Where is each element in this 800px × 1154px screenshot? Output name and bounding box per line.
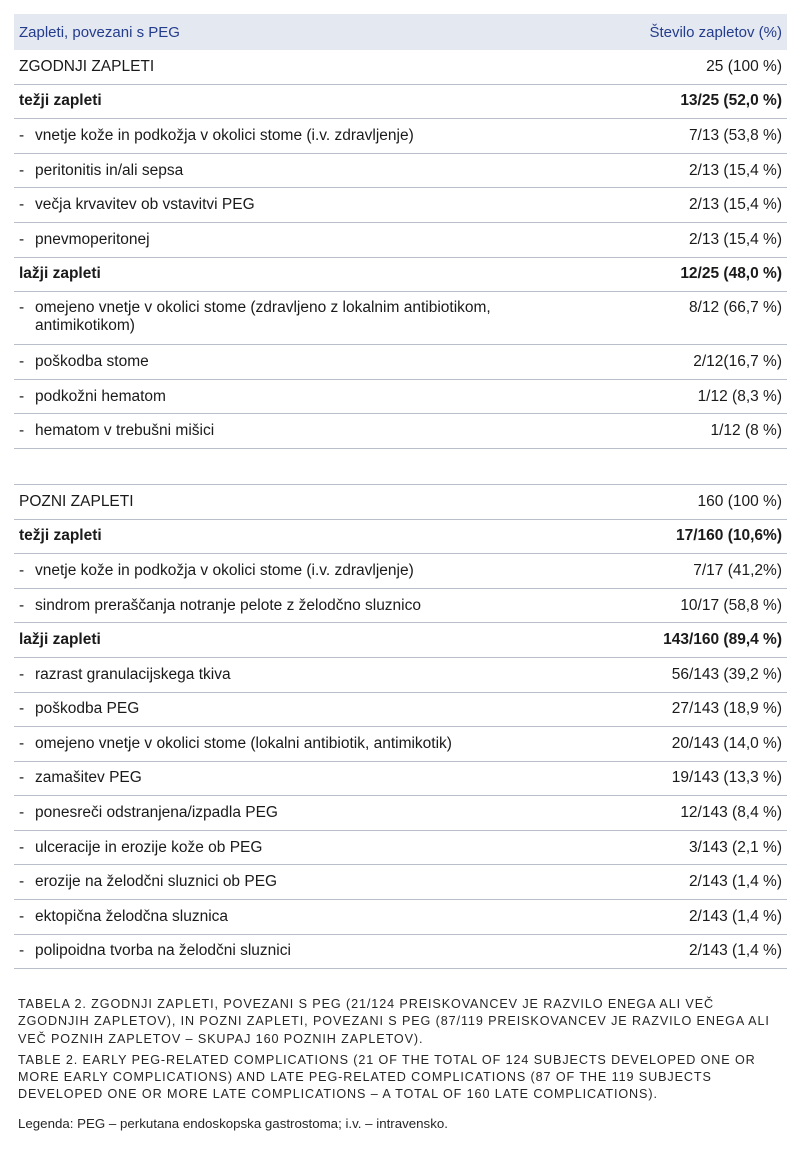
table-row: - omejeno vnetje v okolici stome (zdravljeno z lokalnim antibiotikom, antimikotikom) 8/12 (66,7 %) — [14, 292, 787, 345]
item-label: ektopična želodčna sluznica — [35, 907, 229, 925]
table-row: - ektopična želodčna sluznica 2/143 (1,4 %) — [14, 900, 787, 935]
item-label: hematom v trebušni mišici — [35, 422, 215, 440]
item-value: 2/13 (15,4 %) — [688, 230, 782, 248]
caption-slovene: TABELA 2. ZGODNJI ZAPLETI, POVEZANI S PEG (21/124 PREISKOVANCEV JE RAZVILO ENEGA ALI VEČ ZGODNJIH ZAPLETOV), IN POZNI ZAPLETI, POVEZANI S PEG (87/119 PREISKOVANCEV JE RAZVILO ENEGA ALI VEČ POZNIH ZAPLETOV – SKUPAJ 160 POZNIH ZAPLETOV). — [18, 997, 770, 1046]
table-row: - vnetje kože in podkožja v okolici stome (i.v. zdravljenje) 7/13 (53,8 %) — [14, 119, 787, 154]
group-value: 143/160 (89,4 %) — [663, 631, 782, 649]
item-label: razrast granulacijskega tkiva — [35, 665, 231, 683]
item-value: 27/143 (18,9 %) — [671, 700, 782, 718]
item-value: 2/12(16,7 %) — [693, 352, 782, 370]
table-row: - razrast granulacijskega tkiva 56/143 (39,2 %) — [14, 658, 787, 693]
group-value: 13/25 (52,0 %) — [680, 92, 782, 110]
table-row: - zamašitev PEG 19/143 (13,3 %) — [14, 762, 787, 797]
item-value: 20/143 (14,0 %) — [671, 734, 782, 752]
section-value: 160 (100 %) — [697, 492, 782, 510]
item-label: omejeno vnetje v okolici stome (zdravljeno z lokalnim antibiotikom, antimikotikom) — [35, 299, 491, 335]
item-label: večja krvavitev ob vstavitvi PEG — [35, 196, 255, 214]
caption-english: TABLE 2. EARLY PEG-RELATED COMPLICATIONS (21 OF THE TOTAL OF 124 SUBJECTS DEVELOPED ONE OR MORE EARLY COMPLICATIONS) AND LATE PEG-RELATED COMPLICATIONS (87 OF THE 119 SUBJECTS DEVELOPED ONE OR MORE LATE COMPLICATIONS – A TOTAL OF 160 LATE COMPLICATIONS). — [18, 1052, 756, 1102]
group-value: 17/160 (10,6%) — [676, 527, 782, 545]
group-row-late-minor — [14, 623, 787, 658]
item-value: 7/17 (41,2%) — [693, 561, 782, 579]
item-label: omejeno vnetje v okolici stome (lokalni antibiotik, antimikotik) — [35, 734, 452, 752]
group-label: težji zapleti — [19, 527, 102, 545]
item-value: 19/143 (13,3 %) — [671, 769, 782, 787]
table-row: - večja krvavitev ob vstavitvi PEG 2/13 (15,4 %) — [14, 188, 787, 223]
item-label: poškodba PEG — [35, 700, 140, 718]
item-value: 8/12 (66,7 %) — [688, 299, 782, 317]
table-row: - erozije na želodčni sluznici ob PEG 2/143 (1,4 %) — [14, 865, 787, 900]
item-value: 2/143 (1,4 %) — [688, 907, 782, 925]
section-value: 25 (100 %) — [706, 57, 782, 75]
section-row-late — [14, 485, 787, 520]
header-count: Število zapletov (%) — [649, 23, 782, 41]
item-value: 2/143 (1,4 %) — [688, 873, 782, 891]
table-row: - vnetje kože in podkožja v okolici stome (i.v. zdravljenje) 7/17 (41,2%) — [14, 554, 787, 589]
item-value: 56/143 (39,2 %) — [671, 665, 782, 683]
item-label: zamašitev PEG — [35, 769, 142, 787]
item-label: erozije na želodčni sluznici ob PEG — [35, 873, 278, 891]
table-header — [14, 14, 787, 50]
section-row-early — [14, 50, 787, 85]
item-value: 3/143 (2,1 %) — [688, 838, 782, 856]
item-value: 2/143 (1,4 %) — [688, 942, 782, 960]
item-label: sindrom preraščanja notranje pelote z želodčno sluznico — [35, 596, 421, 614]
group-value: 12/25 (48,0 %) — [680, 265, 782, 283]
table-row: - peritonitis in/ali sepsa 2/13 (15,4 %) — [14, 154, 787, 189]
item-value: 7/13 (53,8 %) — [688, 126, 782, 144]
section-label: ZGODNJI ZAPLETI — [19, 57, 155, 75]
table-row: - poškodba PEG 27/143 (18,9 %) — [14, 693, 787, 728]
table-row: - pnevmoperitonej 2/13 (15,4 %) — [14, 223, 787, 258]
item-label: poškodba stome — [35, 352, 149, 370]
group-row-early-severe — [14, 85, 787, 120]
item-label: polipoidna tvorba na želodčni sluznici — [35, 942, 291, 960]
group-row-early-minor — [14, 258, 787, 293]
group-row-late-severe — [14, 520, 787, 555]
table-row: - omejeno vnetje v okolici stome (lokalni antibiotik, antimikotik) 20/143 (14,0 %) — [14, 727, 787, 762]
table-row: - ponesreči odstranjena/izpadla PEG 12/143 (8,4 %) — [14, 796, 787, 831]
table-row: - polipoidna tvorba na želodčni sluznici 2/143 (1,4 %) — [14, 935, 787, 970]
item-label: podkožni hematom — [35, 387, 166, 405]
table-row: - sindrom preraščanja notranje pelote z želodčno sluznico 10/17 (58,8 %) — [14, 589, 787, 624]
section-spacer — [14, 449, 787, 485]
section-label: POZNI ZAPLETI — [19, 492, 134, 510]
group-label: lažji zapleti — [19, 631, 101, 649]
group-label: lažji zapleti — [19, 265, 101, 283]
table-row: - poškodba stome 2/12(16,7 %) — [14, 345, 787, 380]
item-value: 12/143 (8,4 %) — [680, 804, 782, 822]
item-label: vnetje kože in podkožja v okolici stome (i.v. zdravljenje) — [35, 561, 414, 579]
item-value: 2/13 (15,4 %) — [688, 196, 782, 214]
item-value: 2/13 (15,4 %) — [688, 161, 782, 179]
header-complications: Zapleti, povezani s PEG — [19, 23, 180, 41]
item-value: 1/12 (8 %) — [710, 422, 782, 440]
item-label: vnetje kože in podkožja v okolici stome (i.v. zdravljenje) — [35, 126, 414, 144]
table-row: - hematom v trebušni mišici 1/12 (8 %) — [14, 414, 787, 449]
item-value: 1/12 (8,3 %) — [697, 387, 782, 405]
item-value: 10/17 (58,8 %) — [680, 596, 782, 614]
item-label: peritonitis in/ali sepsa — [35, 161, 184, 179]
item-label: ulceracije in erozije kože ob PEG — [35, 838, 263, 856]
group-label: težji zapleti — [19, 92, 102, 110]
table-caption — [18, 996, 788, 1108]
item-label: pnevmoperitonej — [35, 230, 150, 248]
table-legend: Legenda: PEG – perkutana endoskopska gastrostoma; i.v. – intravensko. — [18, 1116, 448, 1131]
item-label: ponesreči odstranjena/izpadla PEG — [35, 804, 278, 822]
complications-table — [14, 14, 787, 969]
table-row: - podkožni hematom 1/12 (8,3 %) — [14, 380, 787, 415]
table-row: - ulceracije in erozije kože ob PEG 3/143 (2,1 %) — [14, 831, 787, 866]
